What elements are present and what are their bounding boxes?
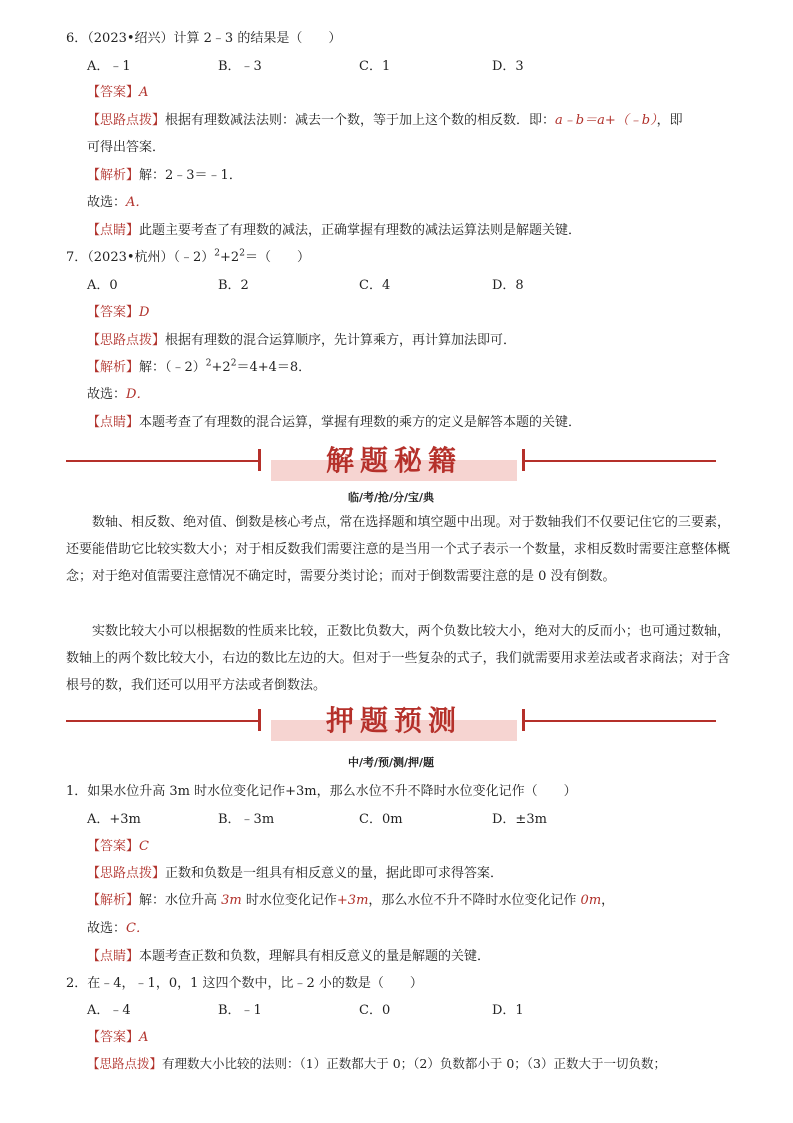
option-c: C．0 [359,1003,391,1018]
hint-line [87,109,683,128]
answer-value: A [139,1030,149,1045]
hint-label: 【思路点拨】 [87,866,166,881]
answer-line [87,1026,148,1045]
question-6-stem: 6．（2023•绍兴）计算 2﹣3 的结果是（ ） [66,31,342,46]
option-a: A．+3m [87,812,141,827]
exponent: 2 [239,248,245,259]
divider-left [66,460,258,462]
option-b: B．﹣1 [218,1003,262,1018]
option-d: D．±3m [492,812,547,827]
answer-line [87,301,149,320]
comment-text: 本题考查正数和负数，理解具有相反意义的量是解题的关键． [139,949,491,964]
option-c: C．4 [359,278,391,293]
choose-prefix: 故选： [87,921,127,936]
divider-right [525,720,716,722]
answer-value: D [139,305,150,320]
analysis-line [87,889,614,908]
analysis-label: 【解析】 [87,893,140,908]
comment-line [87,411,581,430]
divider-left [66,720,258,722]
hint-text-tail: ，即 [656,113,683,128]
option-b: B．﹣3m [218,812,275,827]
hint-line [87,1054,666,1072]
analysis-text: 解：（﹣2） [139,360,206,375]
section-subtitle: 中/考/预/测/押/题 [347,756,435,769]
analysis-highlight: 0m [580,893,602,908]
exponent: 2 [230,358,237,369]
analysis-text: ＝4+4＝8． [236,360,312,375]
answer-line [87,835,149,854]
option-b: B．2 [218,278,249,293]
comment-line [87,219,581,238]
divider-right [525,460,716,462]
answer-label: 【答案】 [87,305,140,320]
answer-value: A [139,85,149,100]
option-a: A．0 [87,278,118,293]
option-d: D．3 [492,59,524,74]
analysis-label: 【解析】 [87,360,140,375]
hint-formula: a﹣b＝a+（﹣b） [555,113,657,128]
answer-label: 【答案】 [87,1030,140,1045]
choose-line [87,191,148,210]
hint-text: 根据有理数减法法则：减去一个数，等于加上这个数的相反数．即： [165,113,556,128]
exponent: 2 [214,248,221,259]
analysis-text: 解：2﹣3＝﹣1． [139,168,242,183]
comment-label: 【点睛】 [87,415,140,430]
analysis-line [87,164,242,183]
analysis-line [87,356,311,375]
choose-prefix: 故选： [87,387,127,402]
choose-prefix: 故选： [87,195,127,210]
analysis-highlight: 3m [221,893,242,908]
choose-line [87,383,149,402]
comment-text: 此题主要考查了有理数的减法，正确掌握有理数的减法运算法则是解题关键． [139,223,582,238]
hint-label: 【思路点拨】 [87,113,166,128]
analysis-text: ， [601,893,615,908]
analysis-text: +2 [211,360,231,375]
hint-text: 有理数大小比较的法则：（1）正数都大于 0；（2）负数都小于 0；（3）正数大于一切负数； [162,1056,666,1071]
answer-label: 【答案】 [87,839,140,854]
predict-question-1-stem: 1．如果水位升高 3m 时水位变化记作+3m，那么水位不升不降时水位变化记作（ ） [66,784,577,799]
choose-value: C． [126,921,149,936]
option-b: B．﹣3 [218,59,262,74]
section-header-predict [66,701,716,741]
hint-label: 【思路点拨】 [87,1056,163,1071]
analysis-text: 解：水位升高 [139,893,222,908]
comment-label: 【点睛】 [87,223,140,238]
hint-text: 根据有理数的混合运算顺序，先计算乘方，再计算加法即可． [165,333,517,348]
choose-value: A． [126,195,149,210]
section-title: 押题预测 [325,704,462,737]
exponent: 2 [205,358,212,369]
option-a: A．﹣1 [87,59,131,74]
stem-part: ＝（ ） [244,250,310,265]
hint-continuation: 可得出答案． [87,140,166,155]
option-c: C．0m [359,812,403,827]
comment-label: 【点睛】 [87,949,140,964]
option-d: D．8 [492,278,524,293]
divider-cap-left [258,449,261,471]
hint-text: 正数和负数是一组具有相反意义的量，据此即可求得答案． [165,866,504,881]
hint-line [87,329,516,348]
tips-paragraph-1: 数轴、相反数、绝对值、倒数是核心考点，常在选择题和填空题中出现。对于数轴我们不仅要记住它的三要素，还要能借助它比较实数大小；对于相反数我们需要注意的是当用一个式子表示一个数量，求相反数时需要注意整体概念；对于绝对值需要注意情况不确定时，需要分类讨论；而对于倒数需要注意的是 0 没有倒数。 [66,515,730,584]
stem-part: 7．（2023•杭州）（﹣2） [66,250,215,265]
comment-text: 本题考查了有理数的混合运算，掌握有理数的乘方的定义是解答本题的关键． [139,415,582,430]
stem-part: +2 [220,250,240,265]
section-subtitle: 临/考/抢/分/宝/典 [347,491,435,504]
choose-line [87,917,149,936]
section-title: 解题秘籍 [325,444,462,477]
hint-line [87,862,503,881]
hint-label: 【思路点拨】 [87,333,166,348]
predict-question-2-stem: 2．在﹣4，﹣1，0，1 这四个数中，比﹣2 小的数是（ ） [66,976,423,991]
option-d: D．1 [492,1003,524,1018]
divider-cap-left [258,709,261,731]
analysis-text: 时水位变化记作 [241,893,337,908]
analysis-text: ，那么水位不升不降时水位变化记作 [368,893,581,908]
answer-line [87,81,148,100]
option-a: A．﹣4 [87,1003,131,1018]
answer-label: 【答案】 [87,85,140,100]
question-7-stem [66,246,310,265]
analysis-label: 【解析】 [87,168,140,183]
option-c: C．1 [359,59,391,74]
section-header-tips [66,441,716,481]
tips-paragraph-2: 实数比较大小可以根据数的性质来比较，正数比负数大，两个负数比较大小，绝对大的反而小；也可通过数轴，数轴上的两个数比较大小，右边的数比左边的大。但对于一些复杂的式子，我们就需要用求差法或者求商法；对于含根号的数，我们还可以用平方法或者倒数法。 [66,624,730,693]
answer-value: C [139,839,149,854]
analysis-highlight: +3m [336,893,369,908]
choose-value: D． [126,387,150,402]
comment-line [87,945,490,964]
